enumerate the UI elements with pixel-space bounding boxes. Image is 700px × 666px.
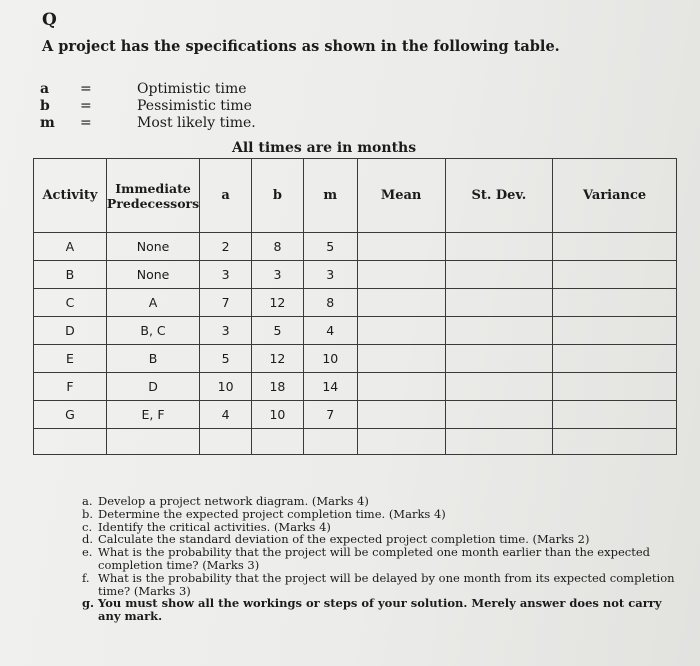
- cell-m: 14: [303, 373, 357, 401]
- cell-activity: C: [34, 289, 107, 317]
- cell-stdev: [445, 317, 553, 345]
- cell-blank: [553, 429, 677, 455]
- activity-table: [33, 158, 677, 455]
- cell-predecessors: B: [106, 345, 199, 373]
- question-letter: g.: [82, 596, 95, 611]
- cell-mean: [357, 345, 445, 373]
- table-row: [34, 233, 677, 261]
- cell-variance: [553, 289, 677, 317]
- cell-a: 3: [200, 261, 252, 289]
- cell-m: 8: [303, 289, 357, 317]
- cell-m: 4: [303, 317, 357, 345]
- question-letter: d.: [82, 532, 94, 547]
- cell-predecessors: E, F: [106, 401, 199, 429]
- cell-a: 3: [200, 317, 252, 345]
- cell-activity: E: [34, 345, 107, 373]
- question-item: [82, 546, 682, 572]
- cell-a: 4: [200, 401, 252, 429]
- cell-m: 5: [303, 233, 357, 261]
- header-m: m: [303, 159, 357, 233]
- header-predecessors: [106, 159, 199, 233]
- question-text: Identify the critical activities. (Marks 4): [98, 519, 331, 534]
- legend-equals: =: [80, 80, 92, 97]
- question-letter: c.: [82, 519, 93, 534]
- cell-b: 10: [252, 401, 304, 429]
- question-item: [82, 495, 682, 508]
- table-row-blank: [34, 429, 677, 455]
- question-text: Develop a project network diagram. (Marks 4): [98, 494, 369, 508]
- header-predecessors-line1: Immediate: [115, 180, 191, 196]
- question-letter: b.: [82, 506, 94, 521]
- question-text: Calculate the standard deviation of the expected project completion time. (Marks 2): [98, 532, 590, 547]
- cell-mean: [357, 261, 445, 289]
- cell-a: 2: [200, 233, 252, 261]
- units-note: All times are in months: [232, 140, 417, 156]
- cell-activity: F: [34, 373, 107, 401]
- question-letter: e.: [82, 545, 93, 560]
- cell-stdev: [445, 289, 553, 317]
- table-row: [34, 289, 677, 317]
- cell-blank: [303, 429, 357, 455]
- cell-predecessors: A: [106, 289, 199, 317]
- cell-variance: [553, 401, 677, 429]
- legend-equals: =: [80, 97, 92, 114]
- question-marker: Q: [42, 10, 57, 30]
- cell-mean: [357, 401, 445, 429]
- legend-row: [40, 97, 256, 114]
- cell-predecessors: None: [106, 261, 199, 289]
- question-text: You must show all the workings or steps of your solution. Merely answer does not carry any mark.: [98, 596, 662, 624]
- legend: [40, 80, 256, 131]
- cell-mean: [357, 373, 445, 401]
- legend-meaning: Pessimistic time: [137, 97, 252, 114]
- legend-symbol: b: [40, 97, 50, 114]
- cell-variance: [553, 261, 677, 289]
- header-b: b: [252, 159, 304, 233]
- legend-symbol: m: [40, 114, 55, 131]
- cell-a: 7: [200, 289, 252, 317]
- cell-mean: [357, 289, 445, 317]
- cell-b: 12: [252, 345, 304, 373]
- legend-meaning: Most likely time.: [137, 114, 256, 131]
- cell-stdev: [445, 345, 553, 373]
- cell-m: 10: [303, 345, 357, 373]
- header-stdev: St. Dev.: [445, 159, 553, 233]
- cell-blank: [252, 429, 304, 455]
- legend-row: [40, 80, 256, 97]
- header-variance: Variance: [553, 159, 677, 233]
- question-text: What is the probability that the project will be delayed by one month from its expected completion time? (Marks 3): [98, 570, 675, 598]
- cell-b: 12: [252, 289, 304, 317]
- cell-blank: [106, 429, 199, 455]
- cell-a: 10: [200, 373, 252, 401]
- cell-variance: [553, 345, 677, 373]
- table-row: [34, 373, 677, 401]
- cell-b: 8: [252, 233, 304, 261]
- cell-blank: [445, 429, 553, 455]
- cell-blank: [357, 429, 445, 455]
- question-list: [82, 495, 682, 623]
- legend-row: [40, 114, 256, 131]
- question-text: What is the probability that the project will be completed one month earlier than the expected completion time? (Marks 3): [98, 545, 650, 572]
- table-row: [34, 345, 677, 373]
- cell-b: 5: [252, 317, 304, 345]
- cell-activity: A: [34, 233, 107, 261]
- cell-mean: [357, 317, 445, 345]
- cell-b: 18: [252, 373, 304, 401]
- cell-stdev: [445, 261, 553, 289]
- cell-predecessors: B, C: [106, 317, 199, 345]
- cell-stdev: [445, 373, 553, 401]
- table-row: [34, 317, 677, 345]
- legend-meaning: Optimistic time: [137, 80, 247, 97]
- table-row: [34, 261, 677, 289]
- cell-m: 3: [303, 261, 357, 289]
- header-activity: Activity: [34, 159, 107, 233]
- header-predecessors-line2: Predecessors: [106, 195, 200, 211]
- table-header-row: [34, 159, 677, 233]
- legend-equals: =: [80, 114, 92, 131]
- question-letter: f.: [82, 570, 90, 585]
- legend-symbol: a: [40, 80, 50, 97]
- cell-blank: [200, 429, 252, 455]
- cell-activity: B: [34, 261, 107, 289]
- question-item: [82, 597, 682, 623]
- intro-text: A project has the specifications as shown in the following table.: [42, 38, 560, 55]
- question-letter: a.: [82, 494, 93, 508]
- cell-b: 3: [252, 261, 304, 289]
- question-item: [82, 508, 682, 521]
- question-item: [82, 572, 682, 598]
- cell-mean: [357, 233, 445, 261]
- cell-m: 7: [303, 401, 357, 429]
- cell-activity: G: [34, 401, 107, 429]
- cell-variance: [553, 373, 677, 401]
- cell-variance: [553, 317, 677, 345]
- cell-activity: D: [34, 317, 107, 345]
- cell-predecessors: None: [106, 233, 199, 261]
- header-a: a: [200, 159, 252, 233]
- question-text: Determine the expected project completion time. (Marks 4): [98, 506, 446, 521]
- header-mean: Mean: [357, 159, 445, 233]
- table-row: [34, 401, 677, 429]
- cell-stdev: [445, 233, 553, 261]
- cell-blank: [34, 429, 107, 455]
- cell-a: 5: [200, 345, 252, 373]
- cell-stdev: [445, 401, 553, 429]
- cell-variance: [553, 233, 677, 261]
- cell-predecessors: D: [106, 373, 199, 401]
